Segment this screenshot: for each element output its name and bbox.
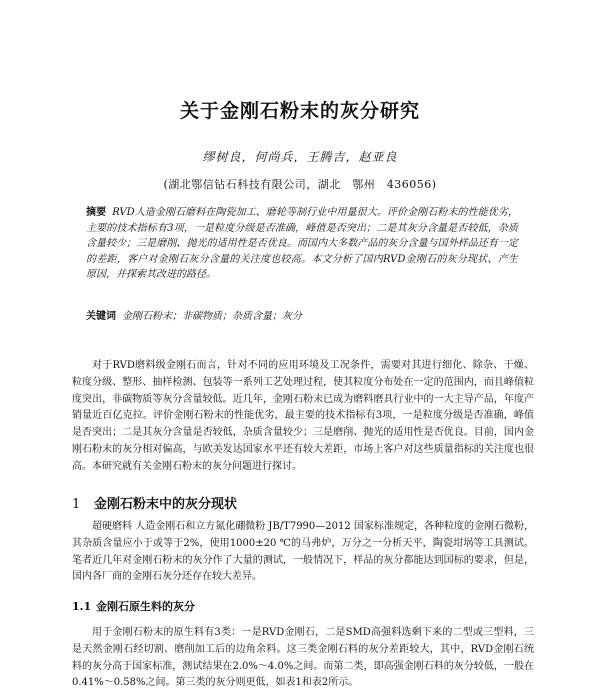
section-1-paragraph: 超硬磨料 人造金刚石和立方氮化硼微粉 JB/T7990—2012 国家标准规定，各种粒度的金刚石微粉，其杂质含量应小于或等于2%，使用1000±20 ℃的马弗炉，万分之一分析天平，陶瓷坩埚等工具测试。笔者近几年对金刚石粉末的灰分作了大量的测试，一般情况下，样品的灰分都能达到国标的要求，但是，国内各厂商的金刚石灰分还存在较大差异。: [72, 521, 534, 583]
section-number: 1: [72, 497, 81, 512]
authors: 缪树良，何尚兵，王腾吉，赵亚良: [202, 150, 398, 164]
subsection-1-1-paragraph: 用于金刚石粉末的原生料有3类：一是RVD金刚石，二是SMD高强料选剩下来的二型或三型料，三是天然金刚石经切割、磨削加工后的边角余料。这三类金刚石料的灰分差距较大，其中，RVD金刚石统料的灰分高于国家标准，测试结果在2.0%～4.0%之间。而第二类，即高强金刚石料的灰分较低，一般在0.41%～0.58%之间。第三类的灰分则更低，如表1和表2所示。: [72, 627, 534, 689]
section-title: 金刚石粉末中的灰分现状: [94, 497, 238, 512]
abstract-label: 摘要: [86, 207, 107, 218]
keywords: [86, 309, 518, 324]
abstract: [86, 205, 518, 283]
intro-paragraph: 对于RVD磨料级金刚石而言，针对不同的应用环境及工况条件，需要对其进行细化、除杂、干燥、粒度分级、整形、抽样检测、包装等一系列工艺处理过程，使其粒度分布处在一定的范围内，而且峰值粒度突出，非碳物质等灰分含量较低。近几年，金刚石粉末已成为磨料磨具行业中的一大主导产品，年度产销量近百亿克拉。评价金刚石粉末的性能优劣，最主要的技术指标有3项，一是粒度分级是否准确，峰值是否突出；二是其灰分含量是否较低，杂质含量较少；三是磨削、抛光的适用性是否优良。目前，国内金刚石粉末的灰分相对偏高，与欧美发达国家水平还有较大差距，市场上客户对这些质量指标的关注度也很高。本研究就有关金刚石粉末的灰分问题进行探讨。: [72, 360, 534, 472]
keywords-label: 关键词: [86, 311, 116, 322]
subsection-title: 金刚石原生料的灰分: [96, 600, 195, 613]
abstract-text: RVD人造金刚石磨料在陶瓷加工、磨轮等制行业中用量很大。评价金刚石粉末的性能优劣，主要的技术指标有3项，一是粒度分级是否准确，峰值是否突出；二是其灰分含量是否较低，杂质含量较少；三是磨削、抛光的适用性是否优良。而国内大多数产品的灰分含量与国外样品还有一定的差距，客户对金刚石灰分含量的关注度也较高。本文分析了国内RVD金刚石的灰分现状、产生原因，并探索其改进的路径。: [86, 207, 518, 280]
paper-title: 关于金刚石粉末的灰分研究: [179, 100, 420, 122]
subsection-number: 1.1: [72, 600, 92, 613]
subsection-heading-1-1: [72, 598, 195, 614]
keywords-text: 金刚石粉末；非碳物质；杂质含量；灰分: [122, 311, 302, 322]
section-heading-1: [72, 493, 237, 512]
affiliation: (湖北鄂信钻石科技有限公司，湖北 鄂州 436056): [163, 178, 437, 191]
